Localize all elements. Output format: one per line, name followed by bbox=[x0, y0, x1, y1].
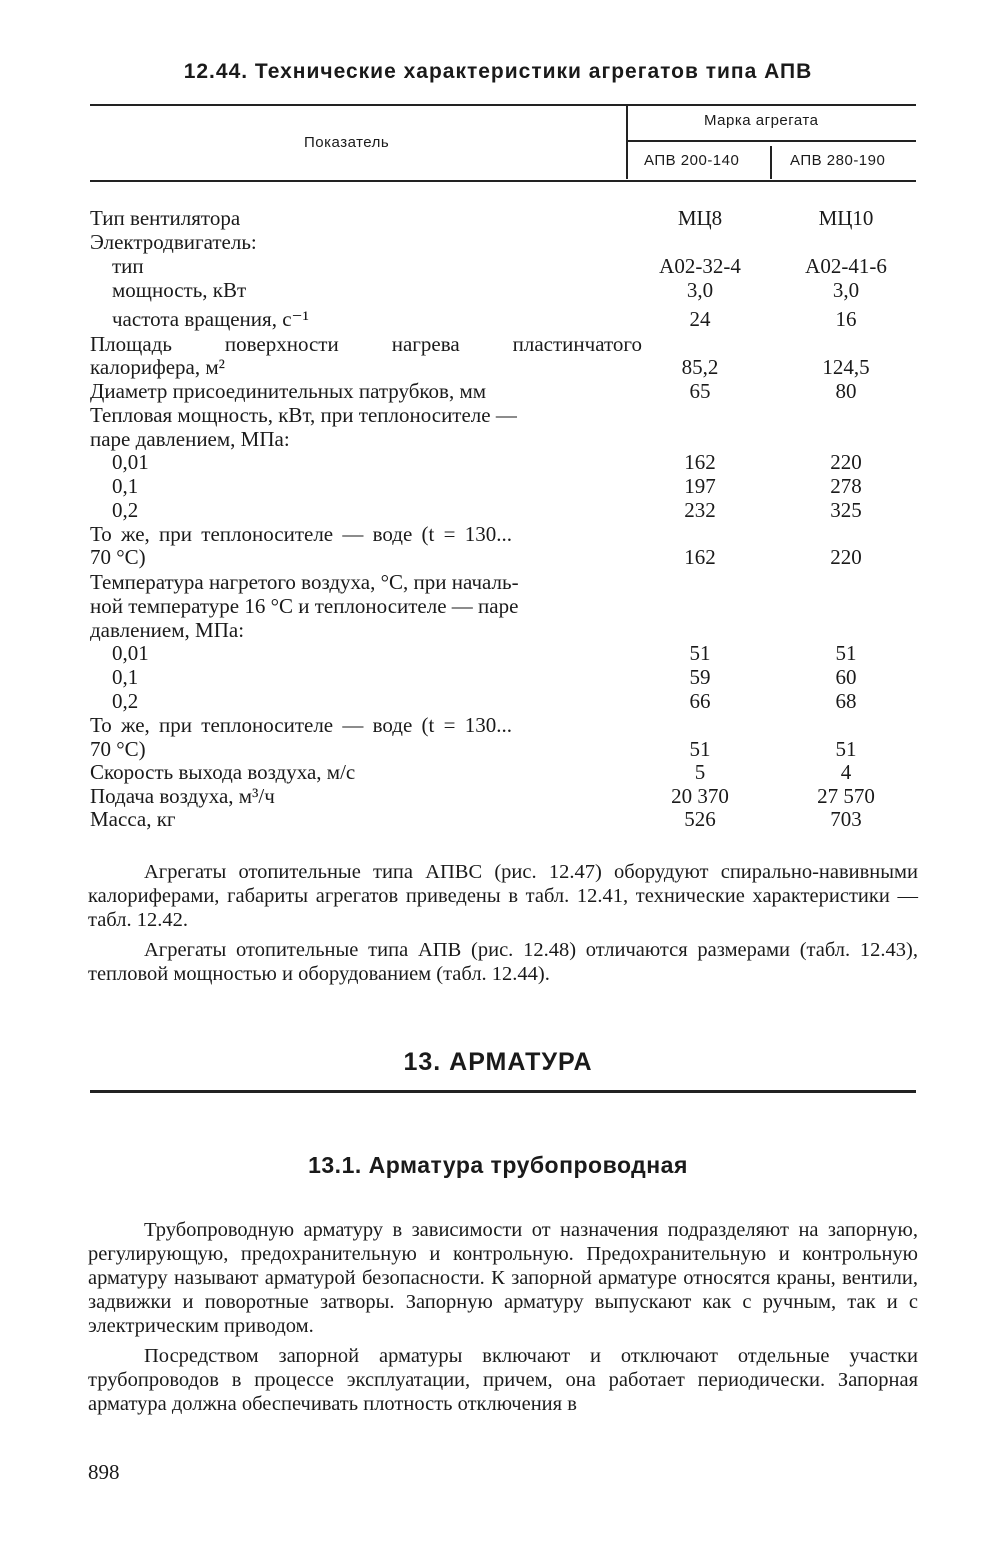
row-label: 70 °С) bbox=[90, 737, 146, 761]
label-word: Площадь bbox=[90, 332, 172, 356]
row-label: 0,2 bbox=[112, 689, 139, 713]
header-col-apv280: АПВ 280-190 bbox=[790, 152, 886, 169]
row-label: мощность, кВт bbox=[112, 278, 247, 302]
row-label: 0,1 bbox=[112, 474, 139, 498]
value-apv200: 197 bbox=[684, 474, 716, 498]
table-title: 12.44. Технические характеристики агрегатов типа АПВ bbox=[183, 60, 813, 83]
value-apv200: 59 bbox=[689, 665, 711, 689]
row-label: Скорость выхода воздуха, м/с bbox=[90, 760, 356, 784]
group-underline-rule bbox=[627, 140, 916, 142]
value-apv200: 3,0 bbox=[686, 278, 714, 302]
row-label: 0,2 bbox=[112, 498, 139, 522]
header-bottom-rule bbox=[90, 180, 916, 182]
value-apv200: 526 bbox=[684, 807, 716, 831]
row-label: То же, при теплоносителе — воде (t = 130... bbox=[90, 522, 512, 546]
row-label: Температура нагретого воздуха, °С, при началь- bbox=[90, 570, 519, 594]
value-apv280: 51 bbox=[835, 641, 857, 665]
value-apv200: 65 bbox=[689, 379, 711, 403]
row-label: 0,01 bbox=[112, 641, 149, 665]
label-word: поверхности bbox=[224, 332, 339, 356]
value-apv280: 60 bbox=[835, 665, 857, 689]
header-col-apv200: АПВ 200-140 bbox=[644, 152, 740, 169]
row-label: Диаметр присоединительных патрубков, мм bbox=[90, 379, 487, 403]
value-apv280: 703 bbox=[830, 807, 862, 831]
row-label: давлением, МПа: bbox=[90, 618, 245, 642]
header-vertical-rule bbox=[626, 106, 628, 179]
row-label: калорифера, м² bbox=[90, 355, 225, 379]
row-label: паре давлением, МПа: bbox=[90, 427, 290, 451]
value-apv200: МЦ8 bbox=[677, 206, 723, 230]
value-apv280: 68 bbox=[835, 689, 857, 713]
row-label: Масса, кг bbox=[90, 807, 176, 831]
value-apv280: 220 bbox=[830, 450, 862, 474]
value-apv200: 5 bbox=[694, 760, 706, 784]
label-word: пластинчатого bbox=[512, 332, 642, 356]
row-label: Электродвигатель: bbox=[90, 230, 257, 254]
text-block-apv bbox=[88, 860, 918, 986]
value-apv280: 16 bbox=[835, 307, 857, 331]
paragraph: Агрегаты отопительные типа АПВ (рис. 12.48) отличаются размерами (табл. 12.43), тепловой мощностью и оборудованием (табл. 12.44). bbox=[88, 939, 918, 985]
value-apv200: А02-32-4 bbox=[659, 254, 741, 278]
header-brand-group: Марка агрегата bbox=[704, 112, 819, 129]
text-block-armatura bbox=[88, 1218, 918, 1416]
value-apv200: 66 bbox=[689, 689, 711, 713]
value-apv200: 51 bbox=[689, 737, 711, 761]
paragraph: Посредством запорной арматуры включают и отключают отдельные участки трубопроводов в процессе эксплуатации, причем, она работает периодически. Запорная арматура должна обеспечивать плотность отключения в bbox=[88, 1345, 918, 1415]
paragraph: Агрегаты отопительные типа АПВС (рис. 12.47) оборудуют спирально-навивными калориферами, габариты агрегатов приведены в табл. 12.41, технические характеристики — табл. 12.42. bbox=[88, 861, 918, 931]
row-label: тип bbox=[112, 254, 144, 278]
label-word: нагрева bbox=[391, 332, 460, 356]
row-label: То же, при теплоносителе — воде (t = 130... bbox=[90, 713, 512, 737]
chapter-rule bbox=[90, 1090, 916, 1093]
value-apv200: 20 370 bbox=[671, 784, 729, 808]
row-label: Подача воздуха, м³/ч bbox=[90, 784, 275, 808]
value-apv280: 3,0 bbox=[832, 278, 860, 302]
paragraph: Трубопроводную арматуру в зависимости от назначения подразделяют на запорную, регулирующую, предохранительную и контрольную. Предохранительную и контрольную арматуру называют арматурой безопасности. К запорной арматуре относятся краны, вентили, задвижки и поворотные затворы. Запорную арматуру выпускают как с ручным, так и с электрическим приводом. bbox=[88, 1219, 918, 1337]
header-parameter: Показатель bbox=[304, 134, 390, 151]
row-label: ной температуре 16 °С и теплоносителе — паре bbox=[90, 594, 519, 618]
value-apv200: 85,2 bbox=[681, 355, 719, 379]
value-apv200: 232 bbox=[684, 498, 716, 522]
chapter-title: 13. АРМАТУРА bbox=[403, 1048, 593, 1076]
value-apv280: МЦ10 bbox=[818, 206, 874, 230]
row-label: Тепловая мощность, кВт, при теплоносителе — bbox=[90, 403, 517, 427]
row-label: 0,01 bbox=[112, 450, 149, 474]
page-number: 898 bbox=[88, 1460, 120, 1484]
value-apv280: 325 bbox=[830, 498, 862, 522]
value-apv280: А02-41-6 bbox=[805, 254, 887, 278]
value-apv200: 51 bbox=[689, 641, 711, 665]
value-apv200: 24 bbox=[689, 307, 711, 331]
row-label: Тип вентилятора bbox=[90, 206, 241, 230]
row-label: частота вращения, с⁻¹ bbox=[112, 307, 309, 331]
table-top-rule bbox=[90, 104, 916, 106]
row-label: 70 °С) bbox=[90, 545, 146, 569]
value-apv200: 162 bbox=[684, 545, 716, 569]
value-apv280: 220 bbox=[830, 545, 862, 569]
value-apv280: 4 bbox=[840, 760, 852, 784]
value-apv280: 124,5 bbox=[822, 355, 870, 379]
value-apv280: 278 bbox=[830, 474, 862, 498]
value-apv200: 162 bbox=[684, 450, 716, 474]
section-title: 13.1. Арматура трубопроводная bbox=[308, 1152, 688, 1178]
row-label: 0,1 bbox=[112, 665, 139, 689]
column-divider-rule bbox=[770, 146, 772, 179]
value-apv280: 27 570 bbox=[817, 784, 875, 808]
row-label bbox=[90, 333, 642, 356]
value-apv280: 51 bbox=[835, 737, 857, 761]
value-apv280: 80 bbox=[835, 379, 857, 403]
